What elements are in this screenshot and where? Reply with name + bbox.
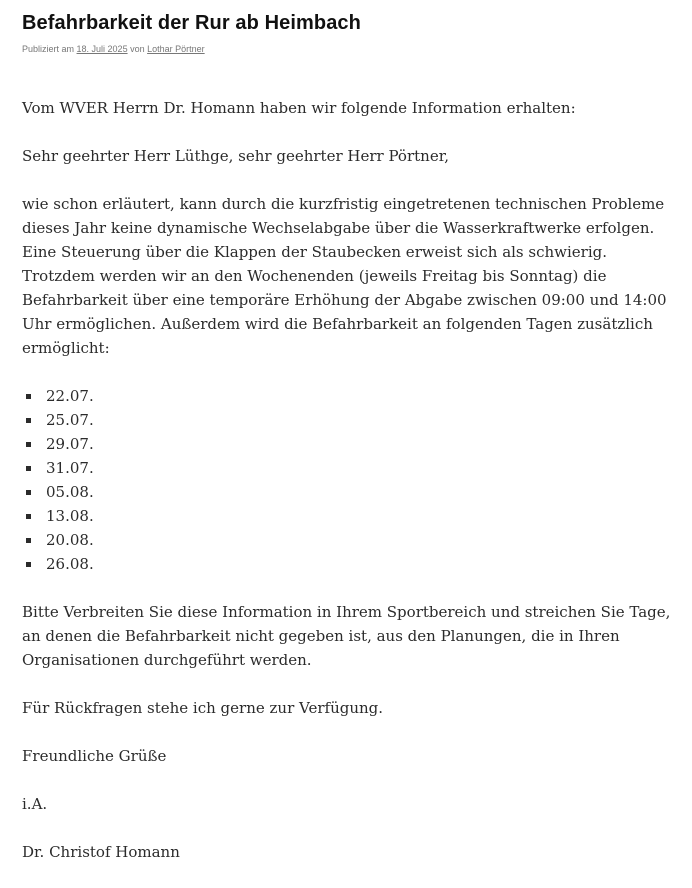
list-item bbox=[22, 552, 672, 576]
dates-list bbox=[22, 384, 672, 576]
signature-paragraph: Dr. Christof Homann bbox=[22, 843, 180, 861]
date-text: 25.07. bbox=[46, 411, 94, 429]
list-item bbox=[22, 432, 672, 456]
intro-paragraph: Vom WVER Herrn Dr. Homann haben wir folgende Information erhalten: bbox=[22, 99, 576, 117]
request-paragraph: Bitte Verbreiten Sie diese Information in Ihrem Sportbereich und streichen Sie Tage, an denen die Befahrbarkeit nicht gegeben ist, aus den Planungen, die in Ihren Organisationen durchgeführt werden. bbox=[22, 603, 671, 669]
post-title: Befahrbarkeit der Rur ab Heimbach bbox=[22, 12, 361, 34]
square-bullet-icon bbox=[26, 562, 31, 567]
date-text: 05.08. bbox=[46, 483, 94, 501]
date-text: 20.08. bbox=[46, 531, 94, 549]
list-item bbox=[22, 456, 672, 480]
list-item bbox=[22, 408, 672, 432]
date-text: 29.07. bbox=[46, 435, 94, 453]
questions-paragraph: Für Rückfragen stehe ich gerne zur Verfügung. bbox=[22, 699, 384, 717]
list-item bbox=[22, 384, 672, 408]
date-text: 31.07. bbox=[46, 459, 94, 477]
square-bullet-icon bbox=[26, 490, 31, 495]
body-paragraph: wie schon erläutert, kann durch die kurzfristig eingetretenen technischen Probleme dieses Jahr keine dynamische Wechselabgabe über die Wasserkraftwerke erfolgen. Eine Steuerung über die Klappen der Staubecken erweist sich als schwierig. Trotzdem werden wir an den Wochenenden (jeweils Freitag bis Sonntag) die Befahrbarkeit über eine temporäre Erhöhung der Abgabe zwischen 09:00 und 14:00 Uhr ermöglichen. Außerdem wird die Befahrbarkeit an folgenden Tagen zusätzlich ermöglicht: bbox=[22, 195, 667, 357]
square-bullet-icon bbox=[26, 394, 31, 399]
square-bullet-icon bbox=[26, 466, 31, 471]
closing-paragraph: Freundliche Grüße bbox=[22, 747, 167, 765]
square-bullet-icon bbox=[26, 442, 31, 447]
square-bullet-icon bbox=[26, 418, 31, 423]
square-bullet-icon bbox=[26, 514, 31, 519]
list-item bbox=[22, 528, 672, 552]
list-item bbox=[22, 504, 672, 528]
post-content bbox=[22, 96, 672, 888]
author-link[interactable]: Lothar Pörtner bbox=[147, 44, 205, 54]
list-item bbox=[22, 480, 672, 504]
post-meta bbox=[22, 44, 205, 54]
published-prefix: Publiziert am bbox=[22, 44, 77, 54]
date-text: 26.08. bbox=[46, 555, 94, 573]
date-text: 22.07. bbox=[46, 387, 94, 405]
post-date-link[interactable]: 18. Juli 2025 bbox=[76, 44, 128, 54]
salutation-paragraph: Sehr geehrter Herr Lüthge, sehr geehrter Herr Pörtner, bbox=[22, 147, 449, 165]
ia-paragraph: i.A. bbox=[22, 795, 48, 813]
square-bullet-icon bbox=[26, 538, 31, 543]
by-text: von bbox=[127, 44, 148, 54]
date-text: 13.08. bbox=[46, 507, 94, 525]
